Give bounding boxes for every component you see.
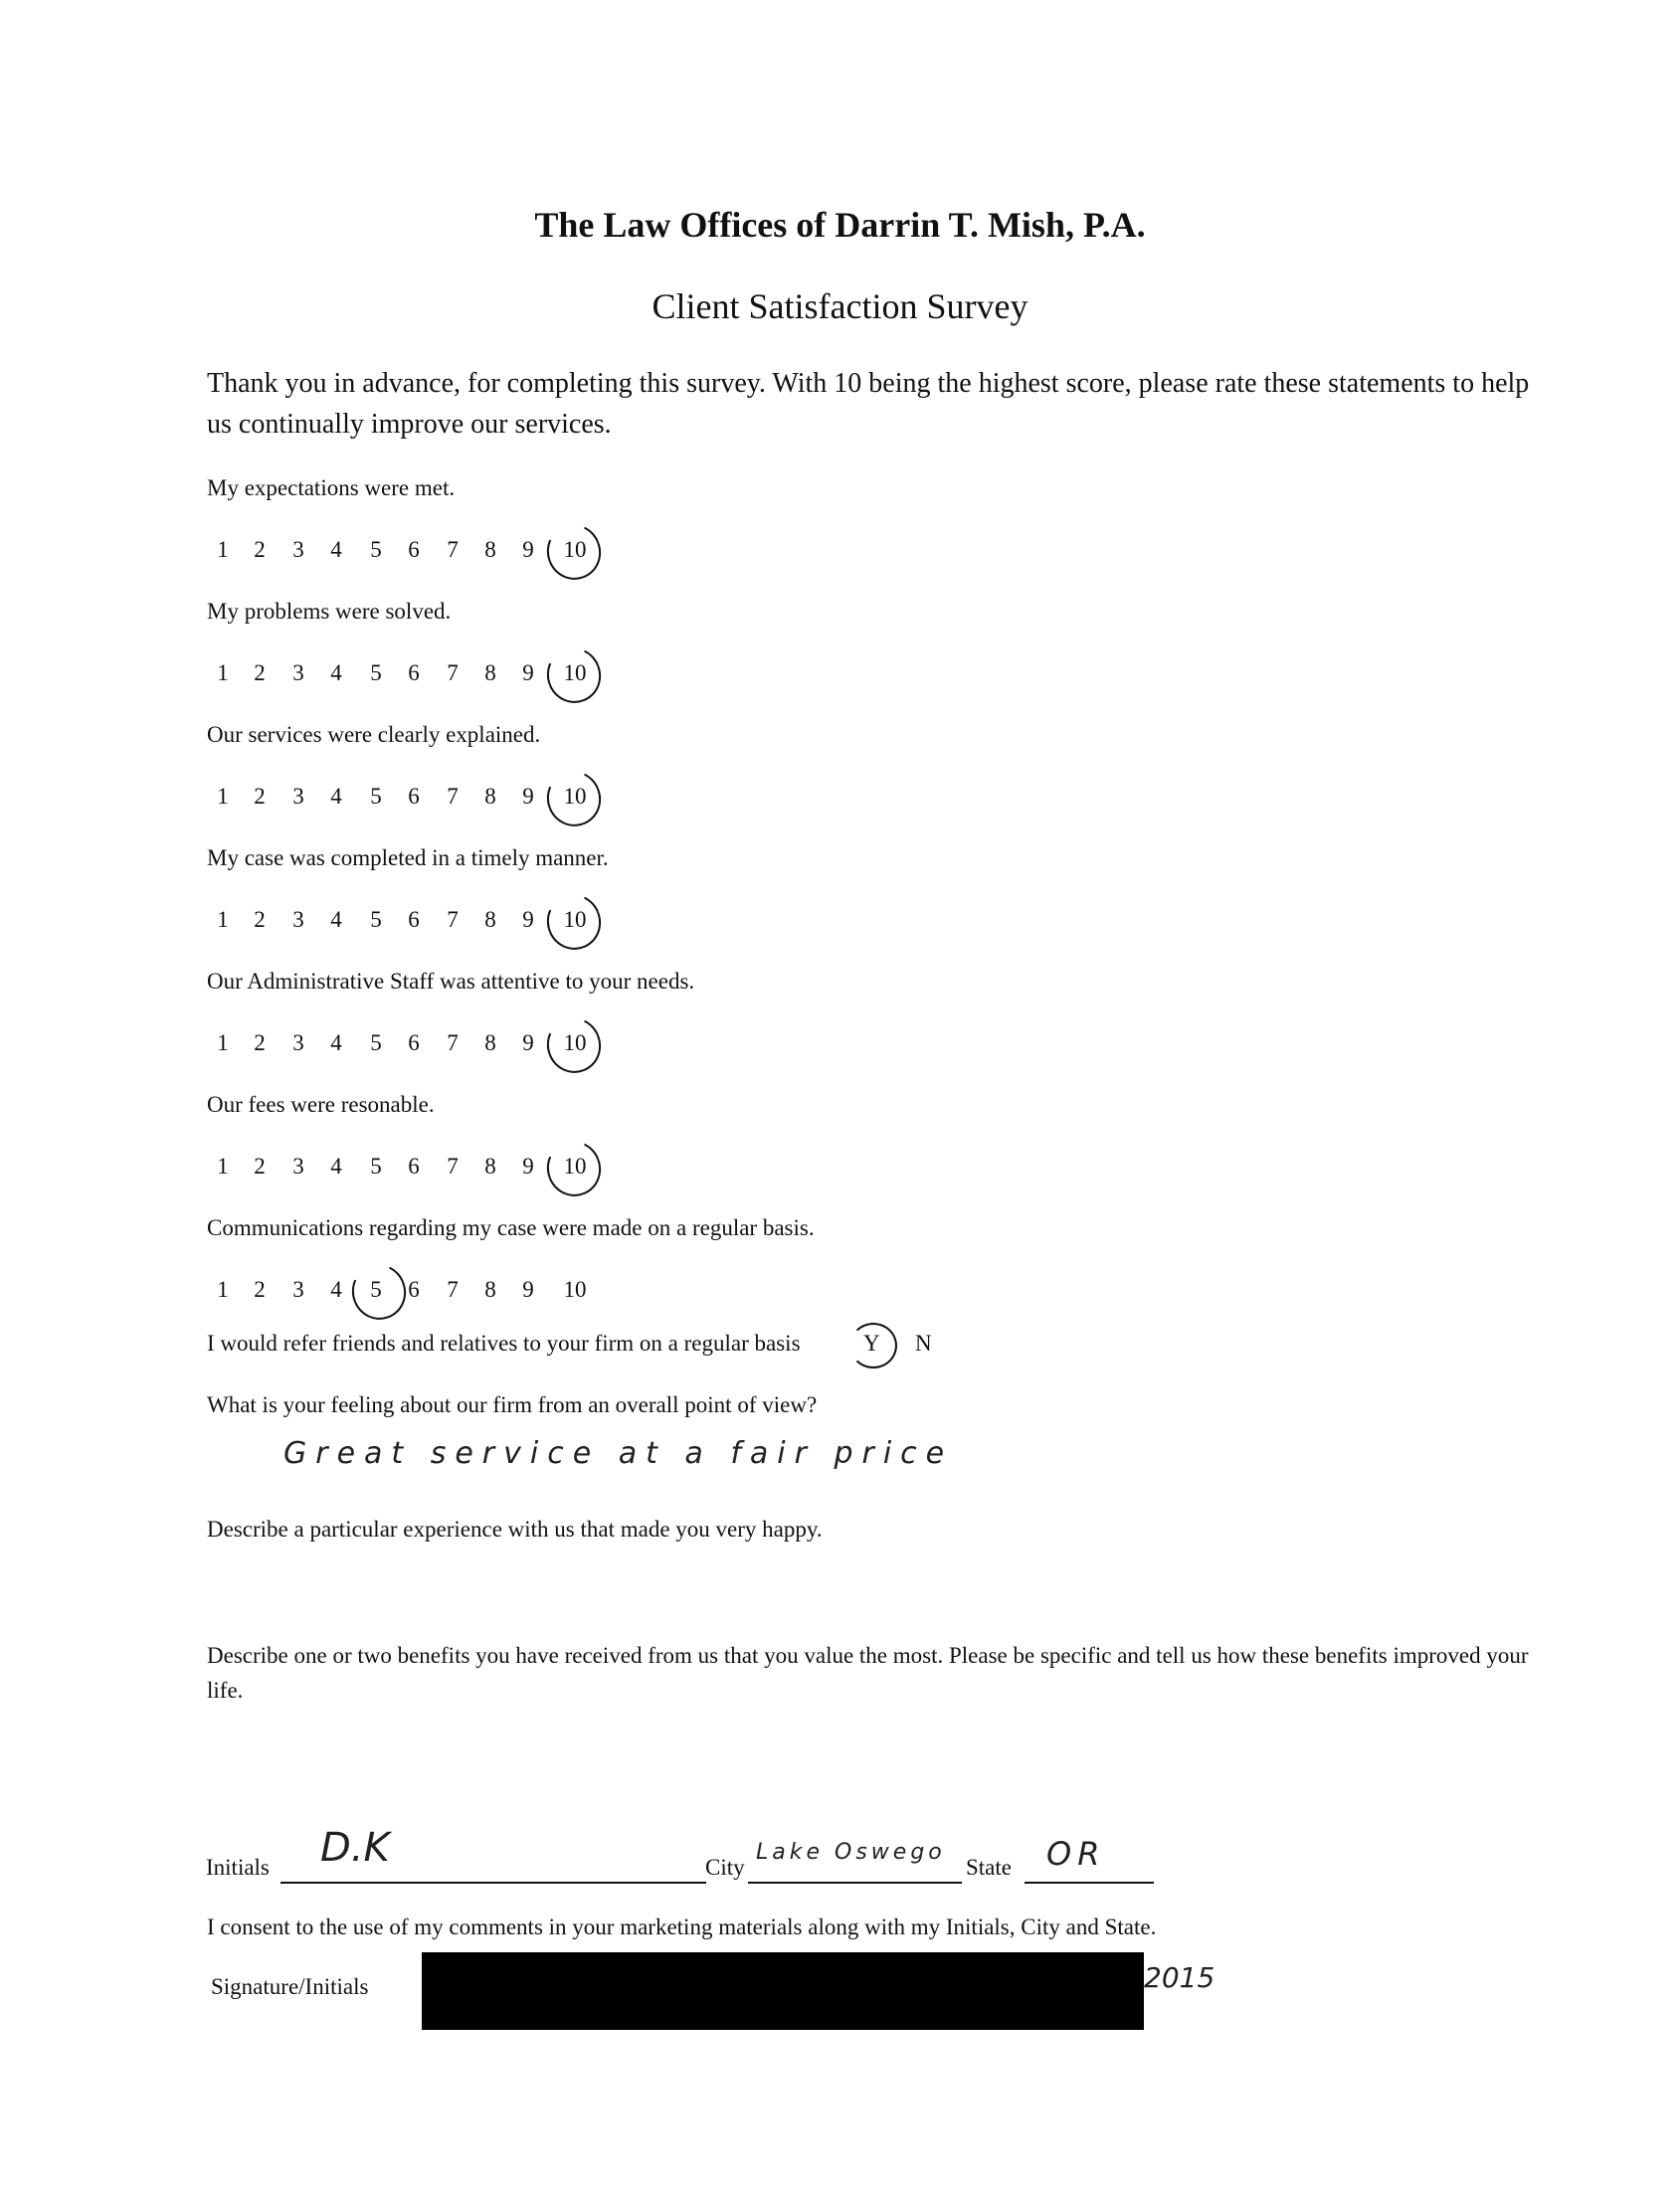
rating-option-3[interactable]: 3 [292,660,304,685]
rating-option-8[interactable]: 8 [484,537,496,562]
rating-option-3[interactable]: 3 [292,784,304,809]
rating-option-9[interactable]: 9 [522,1277,534,1302]
rating-scale [207,537,824,581]
consent-text: I consent to the use of my comments in your marketing materials along with my Initials, City and State. [207,1914,1157,1939]
rating-option-5[interactable]: 5 [370,1277,382,1302]
question-text: My case was completed in a timely manner. [207,845,609,870]
benefits-question: Describe one or two benefits you have received from us that you value the most. Please be specific and tell us how these benefits improved your life. [207,1643,1529,1703]
rating-option-5[interactable]: 5 [370,1154,382,1179]
rating-option-6[interactable]: 6 [408,660,420,685]
initials-handwritten: D.K [320,1825,390,1871]
selected-rating-circle [539,639,609,710]
rating-option-3[interactable]: 3 [292,537,304,562]
rating-option-7[interactable]: 7 [447,1030,459,1055]
rating-option-4[interactable]: 4 [330,1154,342,1179]
rating-option-6[interactable]: 6 [408,907,420,932]
rating-option-2[interactable]: 2 [254,1030,266,1055]
rating-option-2[interactable]: 2 [254,1277,266,1302]
selected-rating-circle [539,516,609,587]
city-field-line [748,1882,962,1884]
referral-text: I would refer friends and relatives to your firm on a regular basis [207,1331,801,1356]
redacted-signature [422,1952,1144,2030]
rating-option-10[interactable]: 10 [563,907,587,932]
rating-option-5[interactable]: 5 [370,1030,382,1055]
state-label: State [966,1855,1012,1880]
rating-option-3[interactable]: 3 [292,1277,304,1302]
referral-no-option[interactable]: N [915,1331,932,1356]
rating-option-3[interactable]: 3 [292,1154,304,1179]
referral-selected-circle [849,1323,897,1368]
question-text: Communications regarding my case were made on a regular basis. [207,1215,815,1240]
rating-option-8[interactable]: 8 [484,1154,496,1179]
rating-option-5[interactable]: 5 [370,784,382,809]
rating-option-2[interactable]: 2 [254,537,266,562]
rating-option-9[interactable]: 9 [522,784,534,809]
rating-option-7[interactable]: 7 [447,1277,459,1302]
intro-text: Thank you in advance, for completing this survey. With 10 being the highest score, please rate these statements to help us continually improve our services. [207,368,1530,440]
rating-option-10[interactable]: 10 [563,537,587,562]
rating-scale [207,660,824,704]
referral-yes-option[interactable] [863,1331,880,1357]
rating-option-6[interactable]: 6 [408,1030,420,1055]
question-text: Our fees were resonable. [207,1092,435,1117]
rating-option-7[interactable]: 7 [447,784,459,809]
question-text: My problems were solved. [207,599,452,624]
state-handwritten: OR [1046,1835,1106,1873]
rating-option-8[interactable]: 8 [484,784,496,809]
rating-scale [207,1154,824,1197]
rating-option-10[interactable]: 10 [563,784,587,809]
rating-option-2[interactable]: 2 [254,907,266,932]
rating-option-3[interactable]: 3 [292,1030,304,1055]
rating-option-9[interactable]: 9 [522,907,534,932]
rating-option-9[interactable]: 9 [522,1030,534,1055]
rating-option-7[interactable]: 7 [447,537,459,562]
rating-option-10[interactable]: 10 [563,1277,587,1302]
selected-rating-circle [539,1009,609,1080]
overall-answer-handwritten: Great service at a fair price [283,1436,954,1471]
referral-question [207,1331,801,1357]
rating-option-2[interactable]: 2 [254,1154,266,1179]
rating-scale [207,1277,824,1321]
rating-option-6[interactable]: 6 [408,1154,420,1179]
rating-option-1[interactable]: 1 [217,1030,229,1055]
rating-option-10[interactable]: 10 [563,1030,587,1055]
rating-option-1[interactable]: 1 [217,784,229,809]
rating-option-9[interactable]: 9 [522,660,534,685]
rating-scale [207,784,824,827]
rating-option-8[interactable]: 8 [484,1030,496,1055]
selected-rating-circle [539,763,609,833]
rating-option-5[interactable]: 5 [370,660,382,685]
initials-label: Initials [206,1855,270,1880]
question-text: My expectations were met. [207,475,456,500]
date-handwritten: 2015 [1144,1961,1215,1994]
experience-question: Describe a particular experience with us that made you very happy. [207,1517,823,1542]
rating-option-6[interactable]: 6 [408,537,420,562]
question-text: Our services were clearly explained. [207,722,541,747]
rating-option-1[interactable]: 1 [217,1154,229,1179]
rating-option-8[interactable]: 8 [484,660,496,685]
rating-option-7[interactable]: 7 [447,907,459,932]
overall-question: What is your feeling about our firm from an overall point of view? [207,1392,818,1417]
rating-option-1[interactable]: 1 [217,537,229,562]
rating-option-7[interactable]: 7 [447,1154,459,1179]
rating-option-1[interactable]: 1 [217,1277,229,1302]
rating-option-5[interactable]: 5 [370,537,382,562]
rating-option-4[interactable]: 4 [330,1277,342,1302]
selected-rating-circle [539,886,609,957]
rating-option-1[interactable]: 1 [217,907,229,932]
rating-option-4[interactable]: 4 [330,784,342,809]
rating-option-2[interactable]: 2 [254,784,266,809]
rating-option-3[interactable]: 3 [292,907,304,932]
rating-option-8[interactable]: 8 [484,1277,496,1302]
state-field-line [1025,1882,1154,1884]
survey-title: Client Satisfaction Survey [652,286,1028,326]
rating-option-7[interactable]: 7 [447,660,459,685]
rating-option-6[interactable]: 6 [408,1277,420,1302]
rating-option-4[interactable]: 4 [330,1030,342,1055]
firm-name: The Law Offices of Darrin T. Mish, P.A. [534,205,1146,245]
rating-option-6[interactable]: 6 [408,784,420,809]
rating-option-10[interactable]: 10 [563,660,587,685]
rating-option-5[interactable]: 5 [370,907,382,932]
referral-yes-label: Y [863,1331,880,1356]
rating-option-2[interactable]: 2 [254,660,266,685]
initials-field-line [280,1882,706,1884]
rating-option-4[interactable]: 4 [330,537,342,562]
rating-scale [207,907,824,951]
rating-option-9[interactable]: 9 [522,537,534,562]
rating-option-10[interactable]: 10 [563,1154,587,1179]
signature-label: Signature/Initials [211,1974,369,1999]
rating-option-9[interactable]: 9 [522,1154,534,1179]
city-handwritten: Lake Oswego [756,1840,946,1865]
selected-rating-circle [539,1133,609,1203]
city-label: City [705,1855,745,1880]
rating-option-8[interactable]: 8 [484,907,496,932]
rating-option-1[interactable]: 1 [217,660,229,685]
rating-option-4[interactable]: 4 [330,907,342,932]
rating-option-4[interactable]: 4 [330,660,342,685]
question-text: Our Administrative Staff was attentive to your needs. [207,969,695,994]
rating-scale [207,1030,824,1074]
